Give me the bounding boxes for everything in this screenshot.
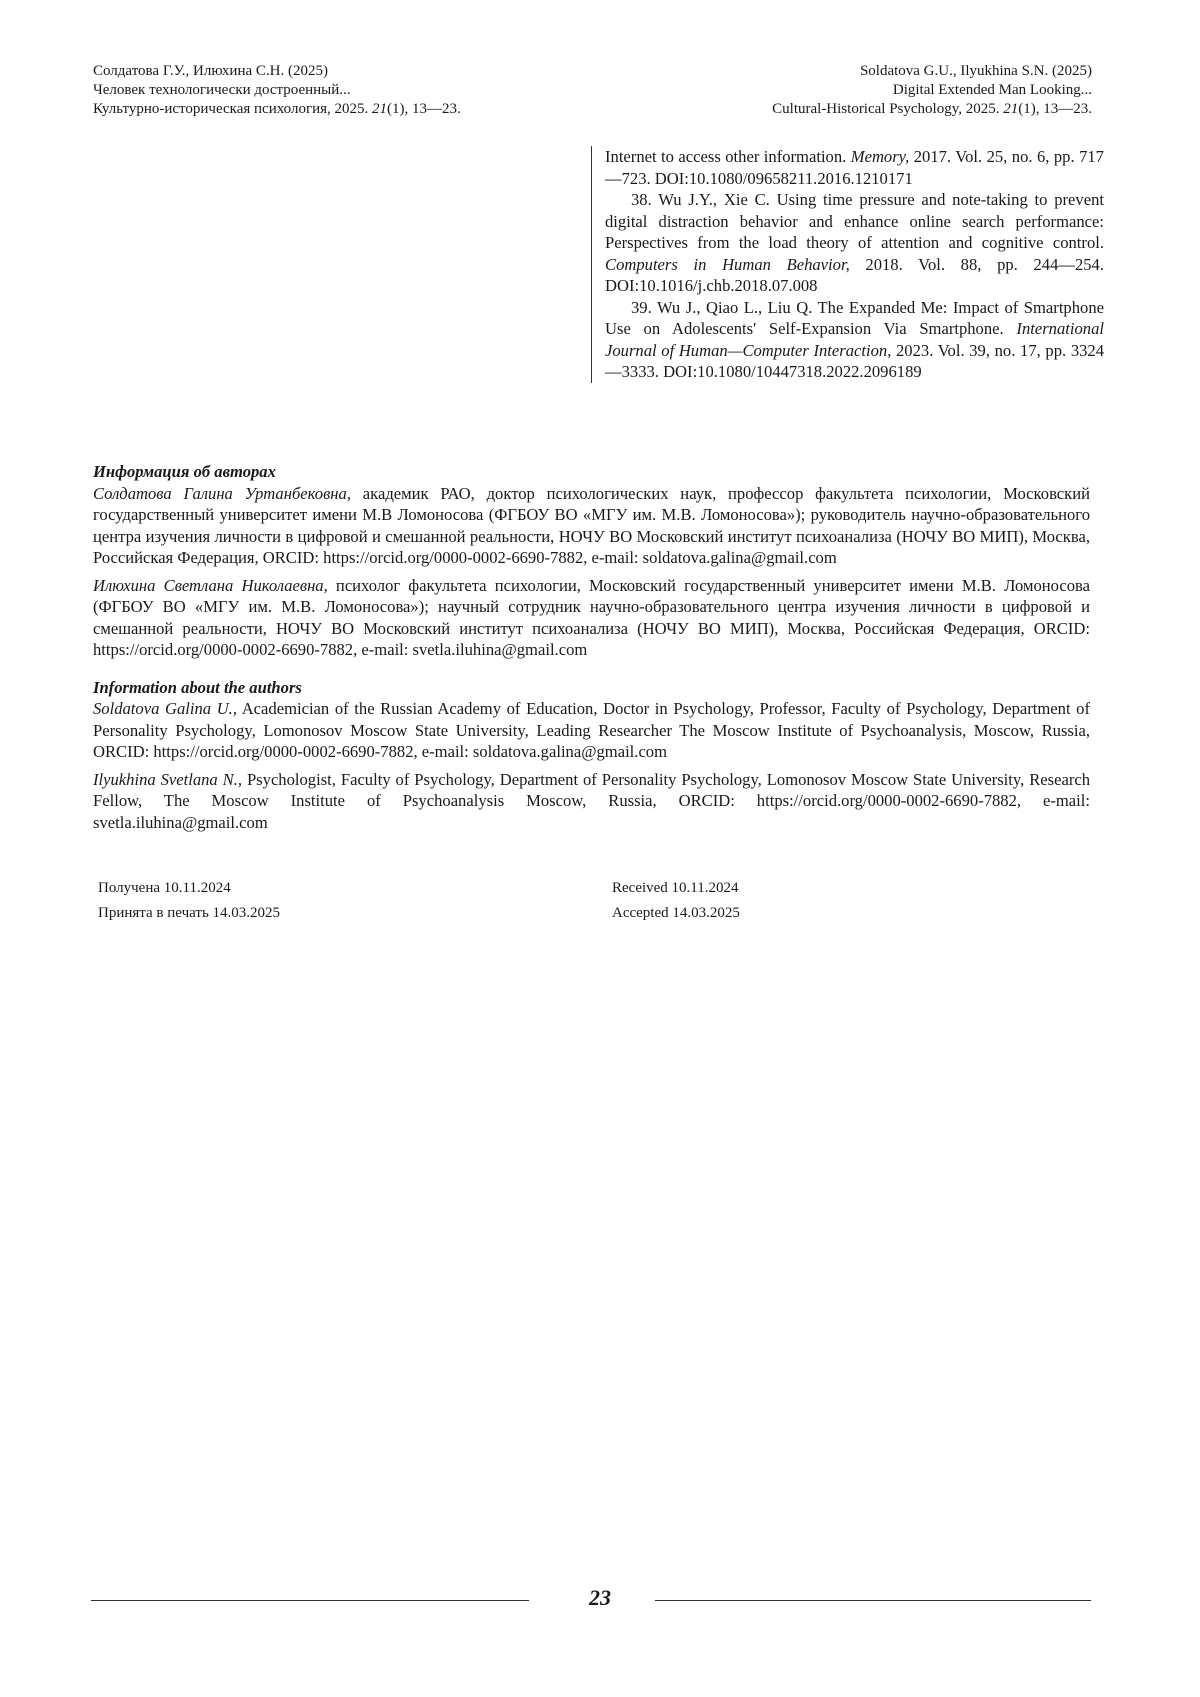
header-issue-en: (1), 13—23. <box>1018 101 1092 117</box>
references-column <box>591 146 1104 383</box>
header-volume-en: 21 <box>1003 101 1018 117</box>
ref39-rest: 2023. Vol. 39, no. 17, pp. 3324—3333. DOI:10.1080/10447318.2022.2096189 <box>605 341 1104 382</box>
header-journal-ru <box>93 100 461 119</box>
authors-en-block <box>93 677 1090 834</box>
footer-rule-right <box>655 1600 1091 1601</box>
header-issue-ru: (1), 13—23. <box>387 101 461 117</box>
author-ru-soldatova-name: Солдатова Галина Уртанбековна, <box>93 484 351 503</box>
ref38-rest: 2018. Vol. 88, pp. 244—254. DOI:10.1016/j.chb.2018.07.008 <box>605 255 1104 296</box>
ref39-journal: International Journal of Human—Computer Interaction, <box>605 319 1104 360</box>
author-ru-soldatova-text: академик РАО, доктор психологических наук, профессор факультета психологии, Московский государственный университет имени М.В Ломоносова (ФГБОУ ВО «МГУ им. М.В. Ломоносова»); руководитель научно-образовательного центра изучения личности в цифровой и смешанной реальности, НОЧУ ВО Московский институт психоанализа (НОЧУ ВО МИП), Москва, Российская Федерация, ORCID: https://orcid.org/0000-0002-6690-7882, e-mail: soldatova.galina@gmail.com <box>93 484 1090 568</box>
header-authors-en: Soldatova G.U., Ilyukhina S.N. (2025) <box>772 62 1092 81</box>
author-ru-ilyukhina-text: психолог факультета психологии, Московский государственный университет имени М.В. Ломоносова (ФГБОУ ВО «МГУ им. М.В. Ломоносова»); научный сотрудник научно-образовательного центра изучения личности в цифровой и смешанной реальности, НОЧУ ВО Московский институт психоанализа (НОЧУ ВО МИП), Москва, Российская Федерация, ORCID: https://orcid.org/0000-0002-6690-7882, e-mail: svetla.iluhina@gmail.com <box>93 576 1090 660</box>
running-header-ru <box>93 62 461 119</box>
header-journal-ru-prefix: Культурно-историческая психология, 2025. <box>93 101 372 117</box>
author-en-ilyukhina <box>93 769 1090 834</box>
header-authors-ru: Солдатова Г.У., Илюхина С.Н. (2025) <box>93 62 461 81</box>
authors-en-heading: Information about the authors <box>93 677 1090 699</box>
author-ru-ilyukhina <box>93 575 1090 661</box>
accepted-date-ru: Принята в печать 14.03.2025 <box>98 901 280 926</box>
author-ru-soldatova <box>93 483 1090 569</box>
author-information <box>93 461 1090 849</box>
ref-continuation-journal: Memory, <box>851 147 910 166</box>
running-header-en <box>772 62 1092 119</box>
header-journal-en <box>772 100 1092 119</box>
author-en-soldatova <box>93 698 1090 763</box>
authors-ru-heading: Информация об авторах <box>93 461 1090 483</box>
dates-ru <box>98 876 280 926</box>
header-volume-ru: 21 <box>372 101 387 117</box>
reference-38 <box>605 189 1104 297</box>
ref38-journal: Computers in Human Behavior, <box>605 255 850 274</box>
authors-ru-block <box>93 461 1090 661</box>
ref39-text: 39. Wu J., Qiao L., Liu Q. The Expanded Me: Impact of Smartphone Use on Adolescents' Self-Expansion Via Smartphone. <box>605 298 1104 339</box>
footer-rule-left <box>91 1600 529 1601</box>
ref-continuation-rest: 2017. Vol. 25, no. 6, pp. 717—723. DOI:10.1080/09658211.2016.1210171 <box>605 147 1104 188</box>
header-journal-en-prefix: Cultural-Historical Psychology, 2025. <box>772 101 1003 117</box>
ref38-text: 38. Wu J.Y., Xie C. Using time pressure and note-taking to prevent digital distraction behavior and enhance online search performance: Perspectives from the load theory of attention and cognitive control. <box>605 190 1104 252</box>
reference-39 <box>605 297 1104 383</box>
received-date-ru: Получена 10.11.2024 <box>98 876 280 901</box>
author-en-ilyukhina-text: Psychologist, Faculty of Psychology, Department of Personality Psychology, Lomonosov Moscow State University, Research Fellow, The Moscow Institute of Psychoanalysis Moscow, Russia, ORCID: https://orcid.org/0000-0002-6690-7882, e-mail: svetla.iluhina@gmail.com <box>93 770 1090 832</box>
author-ru-ilyukhina-name: Илюхина Светлана Николаевна, <box>93 576 328 595</box>
author-en-soldatova-name: Soldatova Galina U., <box>93 699 237 718</box>
reference-continuation <box>605 146 1104 189</box>
received-date-en: Received 10.11.2024 <box>612 876 740 901</box>
author-en-ilyukhina-name: Ilyukhina Svetlana N., <box>93 770 242 789</box>
ref-continuation-text: Internet to access other information. <box>605 147 851 166</box>
author-en-soldatova-text: Academician of the Russian Academy of Education, Doctor in Psychology, Professor, Faculty of Psychology, Department of Personality Psychology, Lomonosov Moscow State University, Leading Researcher The Moscow Institute of Psychoanalysis, Moscow, Russia, ORCID: https://orcid.org/0000-0002-6690-7882, e-mail: soldatova.galina@gmail.com <box>93 699 1090 761</box>
page-number: 23 <box>560 1585 640 1611</box>
dates-en <box>612 876 740 926</box>
header-title-en: Digital Extended Man Looking... <box>772 81 1092 100</box>
header-title-ru: Человек технологически достроенный... <box>93 81 461 100</box>
accepted-date-en: Accepted 14.03.2025 <box>612 901 740 926</box>
